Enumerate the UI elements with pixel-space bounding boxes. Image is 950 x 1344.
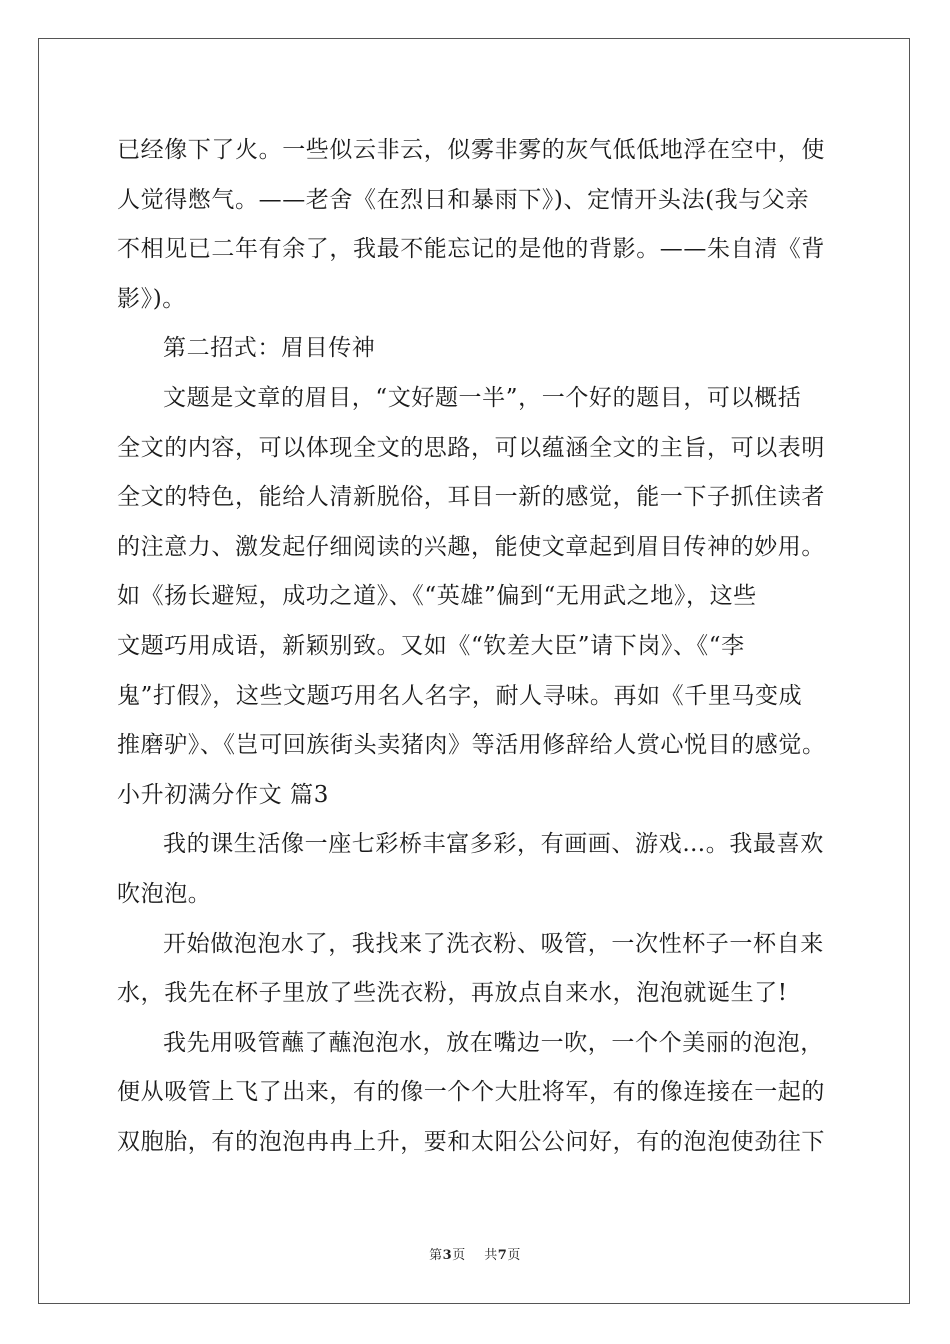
text-line: 便从吸管上飞了出来，有的像一个个大肚将军，有的像连接在一起的 [117, 1079, 825, 1106]
text-line: 开始做泡泡水了，我找来了洗衣粉、吸管，一次性杯子一杯自来 [163, 930, 824, 957]
text-line: 我先用吸管蘸了蘸泡泡水，放在嘴边一吹，一个个美丽的泡泡， [163, 1029, 824, 1056]
text-line: 不相见已二年有余了，我最不能忘记的是他的背影。——朱自清《背 [117, 236, 825, 263]
text-line: 双胞胎，有的泡泡冉冉上升，要和太阳公公问好，有的泡泡使劲往下 [117, 1128, 825, 1155]
document-body [117, 126, 837, 1167]
text-line: 如《扬长避短，成功之道》、《“英雄”偏到“无用武之地》，这些 [117, 583, 757, 610]
text-line: 影》)。 [117, 285, 186, 312]
page-footer [0, 1244, 950, 1263]
text-line: 我的课生活像一座七彩桥丰富多彩，有画画、游戏…。我最喜欢 [163, 831, 824, 858]
total-pages-label: 共7页 [484, 1248, 521, 1263]
text-line: 文题巧用成语，新颖别致。又如《“钦差大臣”请下岗》、《“李 [117, 632, 745, 659]
text-line: 推磨驴》、《岂可回族街头卖猪肉》等活用修辞给人赏心悦目的感觉。 [117, 732, 826, 759]
text-line: 全文的特色，能给人清新脱俗，耳目一新的感觉，能一下子抓住读者 [117, 484, 825, 511]
page-number-label: 第3页 [429, 1248, 466, 1263]
text-line: 的注意力、激发起仔细阅读的兴趣，能使文章起到眉目传神的妙用。 [117, 533, 825, 560]
text-line: 文题是文章的眉目，“文好题一半”，一个好的题目，可以概括 [163, 384, 802, 411]
article-title: 小升初满分作文 篇3 [117, 781, 329, 808]
text-line: 吹泡泡。 [117, 880, 212, 907]
text-line: 已经像下了火。一些似云非云，似雾非雾的灰气低低地浮在空中，使 [117, 137, 825, 163]
text-line: 人觉得憋气。——老舍《在烈日和暴雨下》)、定情开头法(我与父亲 [117, 186, 810, 213]
text-line: 水，我先在杯子里放了些洗衣粉，再放点自来水，泡泡就诞生了! [117, 980, 788, 1007]
text-line: 全文的内容，可以体现全文的思路，可以蕴涵全文的主旨，可以表明 [117, 434, 825, 461]
text-line: 鬼”打假》，这些文题巧用名人名字，耐人寻味。再如《千里马变成 [117, 682, 803, 709]
section-heading: 第二招式：眉目传神 [163, 335, 376, 362]
